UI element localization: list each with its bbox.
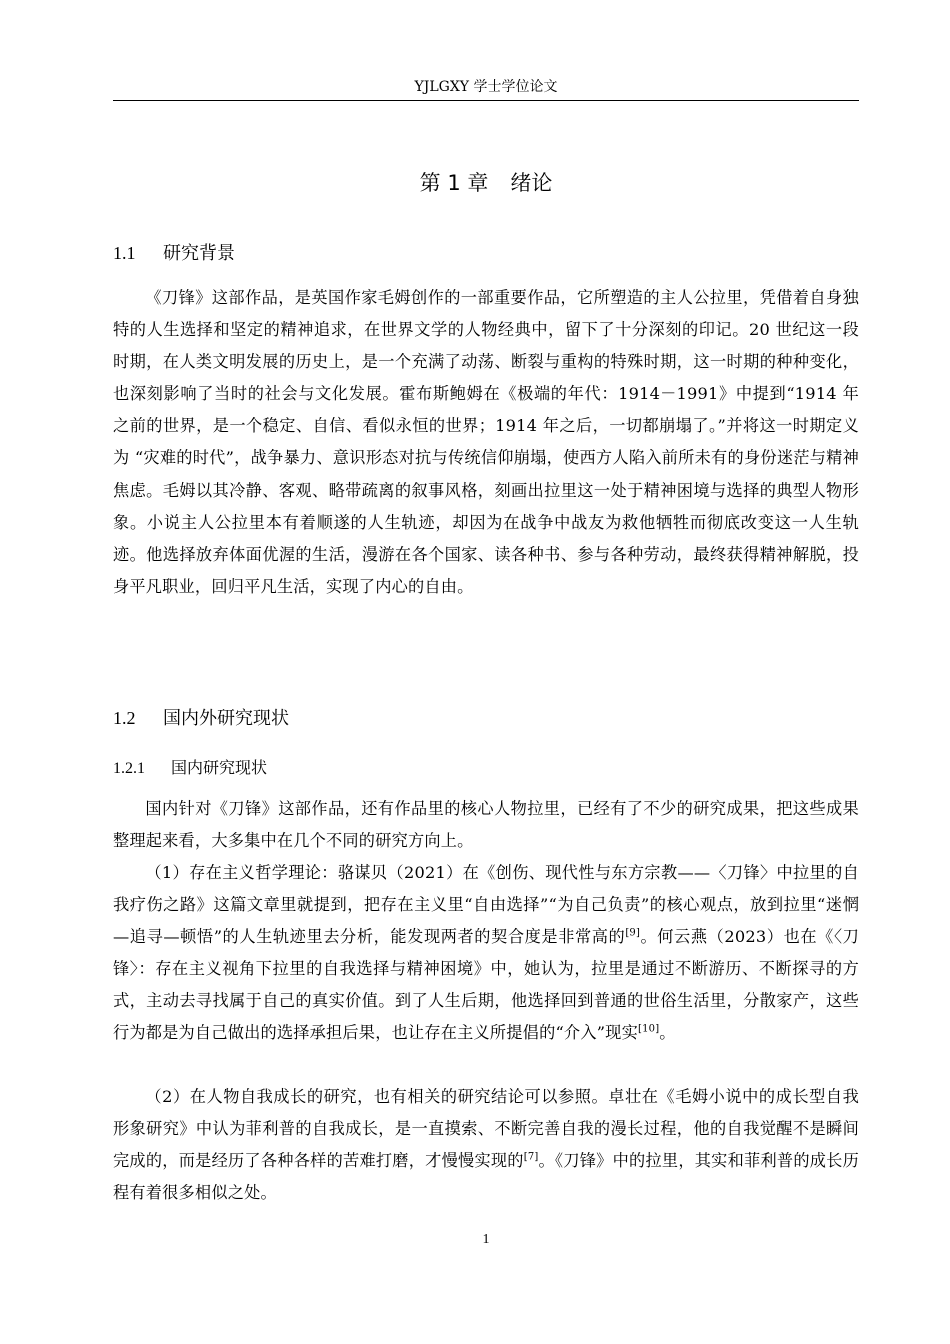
section-heading-1-2 <box>113 705 289 732</box>
paragraph-text: （2）在人物自我成长的研究，也有相关的研究结论可以参照。卓壮在《毛姆小说中的成长型自我形象研究》中认为菲利普的自我成长，是一直摸索、不断完善自我的漫长过程，他的自我觉醒不是瞬间完成的，而是经历了各种各样的苦难打磨，才慢慢实现的 <box>113 1087 859 1171</box>
section-number: 1.2 <box>113 708 136 728</box>
chapter-name: 绪论 <box>510 171 553 195</box>
header-rule <box>113 100 859 101</box>
page-number: 1 <box>482 1232 490 1247</box>
chapter-number: 第 1 章 <box>419 171 489 195</box>
paragraph-text: 。 <box>659 1023 676 1043</box>
running-header: YJLGXY 学士学位论文 <box>414 79 558 95</box>
chapter-title <box>113 168 859 198</box>
paragraph-text: 。何云燕（2023）也在《〈刀锋〉：存在主义视角下拉里的自我选择与精神困境》中，她认为，拉里是通过不断游历、不断探寻的方式，主动去寻找属于自己的真实价值。到了人生后期，他选择回到普通的世俗生活里，分散家产，这些行为都是为自己做出的选择承担后果，也让存在主义所提倡的“介入”现实 <box>113 927 859 1043</box>
section-heading-1-1 <box>113 240 235 267</box>
subsection-title: 国内研究现状 <box>171 758 268 777</box>
citation-marker: [7] <box>523 1151 539 1163</box>
domestic-research-intro: 国内针对《刀锋》这部作品，还有作品里的核心人物拉里，已经有了不少的研究成果，把这些成果整理起来看，大多集中在几个不同的研究方向上。 <box>113 799 859 851</box>
section-title: 研究背景 <box>163 243 235 264</box>
section-title: 国内外研究现状 <box>163 708 289 729</box>
citation-marker: [10] <box>637 1024 660 1036</box>
background-paragraph: 《刀锋》这部作品，是英国作家毛姆创作的一部重要作品，它所塑造的主人公拉里，凭借着自身独特的人生选择和坚定的精神追求，在世界文学的人物经典中，留下了十分深刻的印记。20 世纪这一段时期，在人类文明发展的历史上，是一个充满了动荡、断裂与重构的特殊时期，这一时期的种种变化，也深刻影响了当时的社会与文化发展。霍布斯鲍姆在《极端的年代：1914－1991》中提到“1914 年之前的世界，是一个稳定、自信、看似永恒的世界；1914 年之后，一切都崩塌了。”并将这一时期定义为 “灾难的时代”，战争暴力、意识形态对抗与传统信仰崩塌，使西方人陷入前所未有的身份迷茫与精神焦虑。毛姆以其冷静、客观、略带疏离的叙事风格，刻画出拉里这一处于精神困境与选择的典型人物形象。小说主人公拉里本有着顺遂的人生轨迹，却因为在战争中战友为救他牺牲而彻底改变这一人生轨迹。他选择放弃体面优渥的生活，漫游在各个国家、读各种书、参与各种劳动，最终获得精神解脱，投身平凡职业，回归平凡生活，实现了内心的自由。 <box>113 288 859 596</box>
self-growth-paragraph <box>113 1081 859 1209</box>
existentialism-paragraph <box>113 857 859 1050</box>
section-number: 1.1 <box>113 243 136 263</box>
subsection-number: 1.2.1 <box>113 760 145 777</box>
subsection-heading-1-2-1 <box>113 756 267 781</box>
paragraph-text: （1）存在主义哲学理论：骆谋贝（2021）在《创伤、现代性与东方宗教——〈刀锋〉中拉里的自我疗伤之路》这篇文章里就提到，把存在主义里“自由选择”“为自己负责”的核心观点，放到拉里“迷惘—追寻—顿悟”的人生轨迹里去分析，能发现两者的契合度是非常高的 <box>113 863 859 947</box>
citation-marker: [9] <box>625 927 641 939</box>
paragraph-text: 。《刀锋》中的拉里，其实和菲利普的成长历程有着很多相似之处。 <box>113 1151 860 1203</box>
